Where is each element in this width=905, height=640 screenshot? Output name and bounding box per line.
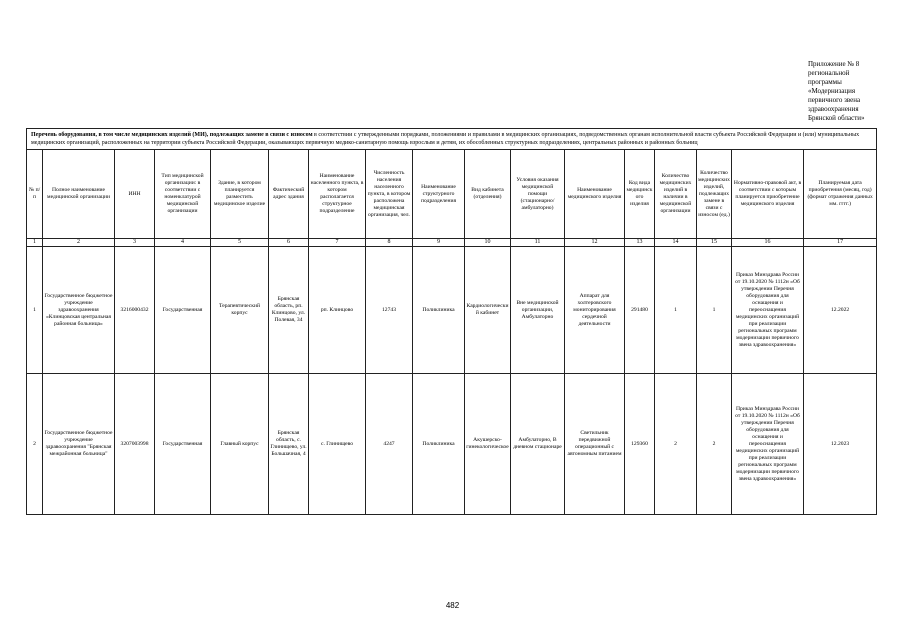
device-count: 1 [655,247,697,374]
header-row [27,150,877,239]
organization-name: Государственное бюджетное учреждение здравоохранения "Брянская межрайонная больница" [43,374,115,515]
replace-count: 1 [697,247,732,374]
annex-line: первичного звена [808,96,861,104]
header-cell: Здание, в котором планируется разместить медицинское изделие [211,150,269,239]
replace-count: 2 [697,374,732,515]
care-conditions: Амбулаторно, В дневном стационаре [511,374,565,515]
header-cell: Вид кабинета (отделения) [465,150,511,239]
row-number: 1 [27,247,43,374]
annex-line: Брянской области» [808,114,865,122]
population: 4247 [366,374,413,515]
inn: 3207003998 [115,374,155,515]
annex-line: региональной [808,69,850,77]
header-cell: Тип медицинской организации: в соответствии с номенклатурой медицинской организации [155,150,211,239]
device-code: 291480 [625,247,655,374]
header-cell: Количество медицинских изделий, подлежащих замене в связи с износом (ед.) [697,150,732,239]
column-number: 1 [27,239,43,247]
table-caption [27,129,877,150]
building: Главный корпус [211,374,269,515]
column-number: 14 [655,239,697,247]
column-number: 12 [565,239,625,247]
address: Брянская область, с. Глинищево, ул. Большачная, 4 [269,374,309,515]
column-number: 7 [309,239,366,247]
organization-type: Государственная [155,247,211,374]
column-number: 3 [115,239,155,247]
header-cell: Фактический адрес здания [269,150,309,239]
column-number-row [27,239,877,247]
column-number: 17 [804,239,877,247]
column-number: 8 [366,239,413,247]
column-number: 11 [511,239,565,247]
column-number: 13 [625,239,655,247]
header-cell: Планируемая дата приобретения (месяц, год) (формат отражения данных мм. гггг.) [804,150,877,239]
header-cell: Нормативно-правовой акт, в соответствии с которым планируется приобретение медицинского изделия [732,150,804,239]
column-number: 4 [155,239,211,247]
legal-act: Приказ Минздрава России от 19.10.2020 № 1112н «Об утверждении Перечня оборудования для оснащения и переоснащения медицинских организаций при реализации региональных программ модернизации первичного звена здравоохранения» [732,374,804,515]
care-conditions: Вне медицинской организации, Амбулаторно [511,247,565,374]
equipment-table-sheet [26,128,876,515]
building: Терапевтический корпус [211,247,269,374]
header-cell: Численность населения населенного пункта, в котором расположена медицинская организация, чел. [366,150,413,239]
header-cell: № п/п [27,150,43,239]
header-cell: ИНН [115,150,155,239]
annex-line: здравоохранения [808,105,859,113]
inn: 3216000432 [115,247,155,374]
header-cell: Код вида медицинского изделия [625,150,655,239]
header-cell: Количество медицинских изделий в наличии в медицинской организации [655,150,697,239]
device-name: Аппарат для холтеровского мониторирования сердечной деятельности [565,247,625,374]
device-code: 129360 [625,374,655,515]
legal-act: Приказ Минздрава России от 19.10.2020 № 1112н «Об утверждении Перечня оборудования для оснащения и переоснащения медицинских организаций при реализации региональных программ модернизации первичного звена здравоохранения» [732,247,804,374]
column-number: 6 [269,239,309,247]
header-cell: Наименование структурного подразделения [413,150,465,239]
settlement: рп. Клинцово [309,247,366,374]
department-type: Кардиологический кабинет [465,247,511,374]
header-cell: Условия оказания медицинской помощи (стационарно/амбулаторно) [511,150,565,239]
address: Брянская область, рп. Клинцово, ул. Полевая, 34 [269,247,309,374]
caption-bold: Перечень оборудования, в том числе медицинских изделий (МИ), подлежащих замене в связи с износом [31,132,313,138]
population: 12743 [366,247,413,374]
subdivision: Поликлиника [413,374,465,515]
column-number: 10 [465,239,511,247]
header-cell: Наименование населенного пункта, в котором располагается структурное подразделение [309,150,366,239]
column-number: 2 [43,239,115,247]
organization-type: Государственная [155,374,211,515]
planned-date: 12.2023 [804,374,877,515]
table-row [27,374,877,515]
header-cell: Наименование медицинского изделия [565,150,625,239]
page-number: 482 [445,601,460,610]
column-number: 15 [697,239,732,247]
annex-label [808,60,896,123]
caption-text: в соответствии с утвержденными порядками, положениями и правилами в медицинских организациях, подведомственных органам исполнительной власти субъекта Российской Федерации и (или) муниципальных медицинских организаций, расположенных на территории субъекта Российской Федерации, оказывающих первичную медико-санитарную помощь взрослым и детям, их обособленных структурных подразделениях, центральных районных и районных больниц [31,132,860,146]
planned-date: 12.2022 [804,247,877,374]
organization-name: Государственное бюджетное учреждение здравоохранения «Клинцовская центральная районная больница» [43,247,115,374]
column-number: 16 [732,239,804,247]
column-number: 5 [211,239,269,247]
table-row [27,247,877,374]
department-type: Акушерско-гинекологическое [465,374,511,515]
header-cell: Полное наименование медицинской организации [43,150,115,239]
subdivision: Поликлиника [413,247,465,374]
settlement: с. Глинищево [309,374,366,515]
device-count: 2 [655,374,697,515]
annex-line: программы [808,78,842,86]
device-name: Светильник передвижной операционный с автономным питанием [565,374,625,515]
annex-line: Приложение № 8 [808,60,860,68]
column-number: 9 [413,239,465,247]
row-number: 2 [27,374,43,515]
equipment-table [26,128,877,515]
annex-line: «Модернизация [808,87,856,95]
